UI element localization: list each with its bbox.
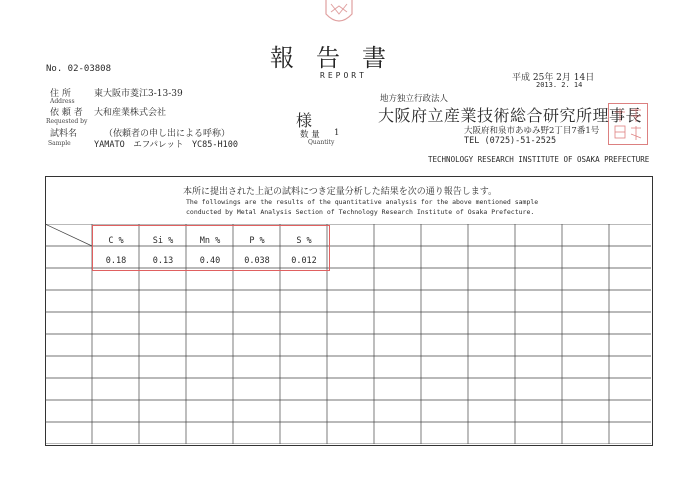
- requester-value: 大和産業株式会社: [94, 108, 167, 118]
- organization-name: 大阪府立産業技術総合研究所理事長: [378, 106, 643, 125]
- quantity-label-en: Quantity: [308, 139, 335, 146]
- issue-date-numeric: 2013. 2. 14: [536, 81, 583, 89]
- document-number: No. 02-03808: [46, 64, 112, 74]
- report-title-en: REPORT: [320, 71, 367, 80]
- address-value: 東大阪市菱江3-13-39: [94, 89, 183, 99]
- honorific: 様: [296, 111, 313, 130]
- requester-label-en: Requested by: [46, 118, 88, 125]
- issue-date: 平成 25年 2月 14日: [512, 73, 595, 83]
- organization-address: 大阪府和泉市あゆみ野2丁目7番1号: [464, 126, 600, 136]
- value-carbon: 0.18: [105, 256, 127, 266]
- organization-type: 地方独立行政法人: [380, 94, 449, 104]
- quantity-label: 数 量: [300, 130, 320, 140]
- sample-label: 試料名: [50, 129, 78, 139]
- results-intro-en-line-2: conducted by Metal Analysis Section of Technology Research Institute of Osaka Prefecture.: [186, 208, 535, 216]
- column-header-phosphorus: P %: [249, 236, 265, 246]
- column-header-silicon: Si %: [152, 236, 174, 246]
- address-label: 住 所: [50, 89, 71, 99]
- sample-label-en: Sample: [48, 140, 71, 147]
- value-silicon: 0.13: [152, 256, 174, 266]
- institute-emblem-icon: [322, 0, 356, 26]
- official-seal-icon: [608, 103, 648, 145]
- results-intro-en-line-1: The followings are the results of the quantitative analysis for the above mentioned sample: [186, 198, 539, 206]
- address-label-en: Address: [50, 98, 75, 105]
- value-phosphorus: 0.038: [244, 256, 270, 266]
- sample-note: （依頼者の申し出による呼称）: [104, 129, 231, 139]
- column-header-carbon: C %: [108, 236, 124, 246]
- value-sulfur: 0.012: [291, 256, 317, 266]
- value-manganese: 0.40: [199, 256, 221, 266]
- sample-name: YAMATO エフパレット YC85-H100: [94, 140, 238, 150]
- quantity-value: 1: [334, 128, 340, 138]
- report-title: 報告書: [270, 44, 408, 72]
- organization-tel: TEL (0725)-51-2525: [464, 136, 557, 146]
- organization-name-en: TECHNOLOGY RESEARCH INSTITUTE OF OSAKA PREFECTURE: [428, 155, 650, 164]
- requester-label: 依 頼 者: [50, 108, 83, 118]
- column-header-manganese: Mn %: [199, 236, 221, 246]
- column-header-sulfur: S %: [296, 236, 312, 246]
- results-intro: 本所に提出された上記の試料につき定量分析した結果を次の通り報告します。: [182, 187, 498, 197]
